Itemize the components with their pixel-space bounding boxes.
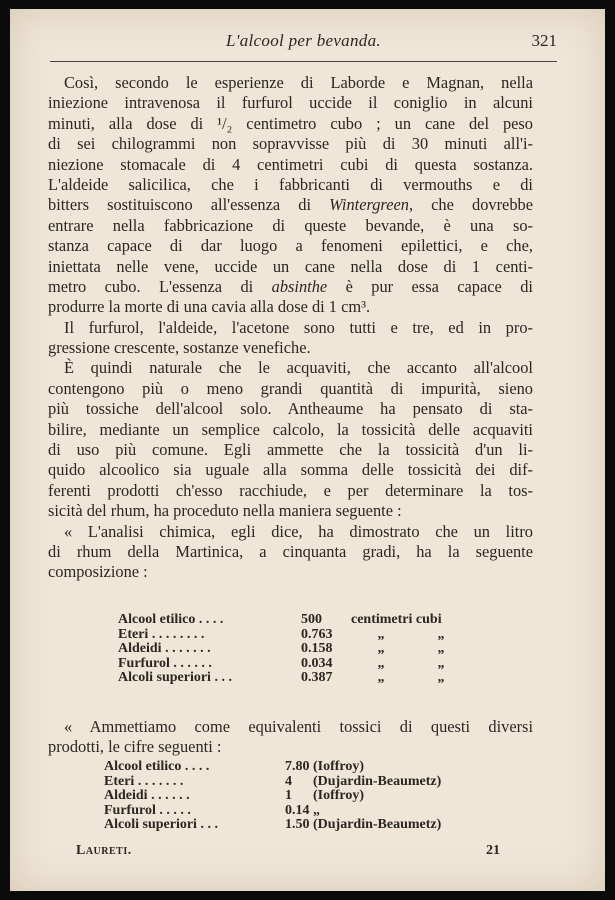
text-line: È quindi naturale che le acquaviti, che accanto all'alcool: [64, 358, 533, 378]
text-line: entrare nella fabbricazione di queste bevande, è una so-: [48, 215, 533, 235]
cell-substance: [104, 818, 285, 833]
text-line: produrre la morte di una cavia alla dose di 1 cm³.: [48, 297, 371, 317]
table-row: [118, 657, 471, 672]
cell-value: 0.034: [301, 655, 333, 671]
text-line: prodotti, le cifre seguenti :: [48, 737, 222, 757]
text-line: bilire, mediante un semplice calcolo, la tossicità delle acquaviti: [48, 419, 533, 439]
page-number: 321: [531, 31, 557, 50]
substance-name: Alcool etilico: [118, 612, 196, 627]
table-row: [104, 804, 441, 819]
text-line: quido alcoolico sia uguale alla somma delle tossicità dei dif-: [48, 460, 533, 480]
leader-dots: . . . . . . .: [137, 773, 184, 789]
signature-mark: Laureti.: [76, 843, 132, 858]
ditto-mark: „: [377, 655, 385, 671]
table-row: [118, 642, 471, 657]
leader-dots: . . .: [214, 670, 232, 685]
ditto-mark: „: [437, 626, 445, 642]
ditto-mark: „: [437, 641, 445, 656]
cell-value: 1.50: [285, 817, 310, 832]
text-line: metro cubo. L'essenza di absinthe è pur essa capace di: [48, 276, 533, 296]
substance-name: Furfurol: [104, 802, 156, 818]
text-line: L'aldeide salicilica, che i fabbricanti di vermouths e di: [48, 174, 533, 194]
cell-value: 1: [285, 788, 292, 803]
cell-unit: centimetri cubi: [351, 612, 442, 627]
leader-dots: . . . . .: [159, 802, 191, 818]
table-row: [118, 628, 471, 643]
cell-value: 7.80: [285, 759, 310, 774]
running-header: [50, 31, 557, 62]
ditto-mark: „: [377, 670, 385, 685]
cell-source: (Ioffroy): [313, 788, 365, 803]
cell-substance: [118, 628, 301, 643]
cell-source: (Dujardin-Beaumetz): [313, 773, 442, 789]
book-page: [10, 9, 605, 891]
text-line: stanza capace di dar luogo a fenomeni epilettici, e che,: [48, 236, 533, 256]
cell-value: 500: [301, 612, 322, 627]
cell-substance: [104, 804, 285, 819]
cell-value: 0.14: [285, 802, 310, 818]
text-line: bitters sostituiscono all'essenza di Wintergreen, che dovrebbe: [48, 195, 533, 215]
text-line: composizione :: [48, 562, 148, 582]
leader-dots: . . . . . . . .: [151, 626, 205, 642]
ditto-mark: „: [437, 670, 445, 685]
cell-source: (Ioffroy): [313, 759, 365, 774]
substance-name: Aldeidi: [104, 788, 148, 803]
cell-substance: [118, 613, 301, 628]
cell-substance: [104, 760, 285, 775]
cell-source: „: [313, 802, 320, 818]
table-row: [118, 613, 471, 628]
text-line: di sei chilogrammi non sopravvisse più di 30 minuti all'i-: [48, 134, 533, 154]
cell-substance: [118, 657, 301, 672]
substance-name: Eteri: [118, 626, 149, 642]
leader-dots: . . .: [200, 817, 218, 832]
substance-name: Furfurol: [118, 655, 170, 671]
cell-value: 0.763: [301, 626, 333, 642]
leader-dots: . . . .: [198, 612, 224, 627]
ditto-mark: „: [377, 626, 385, 642]
text-line: ferenti prodotti ch'esso racchiude, e per determinare la tos-: [48, 480, 533, 500]
text-line: « Ammettiamo come equivalenti tossici di questi diversi: [64, 717, 533, 736]
cell-substance: [104, 775, 285, 790]
text-line: « L'analisi chimica, egli dice, ha dimostrato che un litro: [64, 521, 533, 541]
ditto-mark: „: [437, 655, 445, 671]
text-line: Il furfurol, l'aldeide, l'acetone sono tutti e tre, ed in pro-: [64, 317, 533, 337]
text-line: Così, secondo le esperienze di Laborde e Magnan, nella: [64, 73, 533, 92]
text-line: sicità del rhum, ha proceduto nella maniera seguente :: [48, 501, 402, 521]
text-line: di rhum della Martinica, a cinquanta gradi, ha la seguente: [48, 541, 533, 561]
cell-value: 0.158: [301, 641, 333, 656]
text-line: gressione crescente, sostanze venefiche.: [48, 338, 311, 358]
cell-substance: [118, 671, 301, 686]
table-row: [104, 775, 441, 790]
table-row: [118, 671, 471, 686]
text-line: iniettata nelle vene, uccide un cane nella dose di 1 centi-: [48, 256, 533, 276]
cell-substance: [118, 642, 301, 657]
table-row: [104, 818, 441, 833]
leader-dots: . . . . . . .: [165, 641, 211, 656]
substance-name: Aldeidi: [118, 641, 162, 656]
leader-dots: . . . .: [184, 759, 210, 774]
text-line: niezione stomacale di 4 centimetri cubi di questa sostanza.: [48, 154, 533, 174]
text-line: minuti, alla dose di ¹/₂ centimetro cubo ; un cane del peso: [48, 113, 533, 133]
sheet-number: 21: [486, 843, 500, 858]
ditto-mark: „: [377, 641, 385, 656]
table-row: [104, 789, 441, 804]
cell-source: (Dujardin-Beaumetz): [313, 817, 442, 832]
substance-name: Alcoli superiori: [118, 670, 211, 685]
cell-value: 0.387: [301, 670, 333, 685]
running-title: L'alcool per bevanda.: [226, 31, 381, 50]
composition-table: [118, 613, 471, 686]
paragraph-equivalents: [48, 717, 533, 758]
text-line: di uso più comune. Egli ammette che la tossicità d'un li-: [48, 440, 533, 460]
text-line: più tossiche dell'alcool solo. Antheaume ha pensato di sta-: [48, 399, 533, 419]
cell-substance: [104, 789, 285, 804]
toxic-equivalents-table: [104, 760, 441, 833]
text-line: contengono più o meno grandi quantità di impurità, sieno: [48, 378, 533, 398]
leader-dots: . . . . . .: [151, 788, 190, 803]
substance-name: Eteri: [104, 773, 135, 789]
text-line: iniezione intravenosa il furfurol uccide il coniglio in alcuni: [48, 93, 533, 113]
body-text: [48, 73, 533, 583]
substance-name: Alcoli superiori: [104, 817, 197, 832]
leader-dots: . . . . . .: [173, 655, 212, 671]
substance-name: Alcool etilico: [104, 759, 182, 774]
cell-value: 4: [285, 773, 292, 789]
table-row: [104, 760, 441, 775]
